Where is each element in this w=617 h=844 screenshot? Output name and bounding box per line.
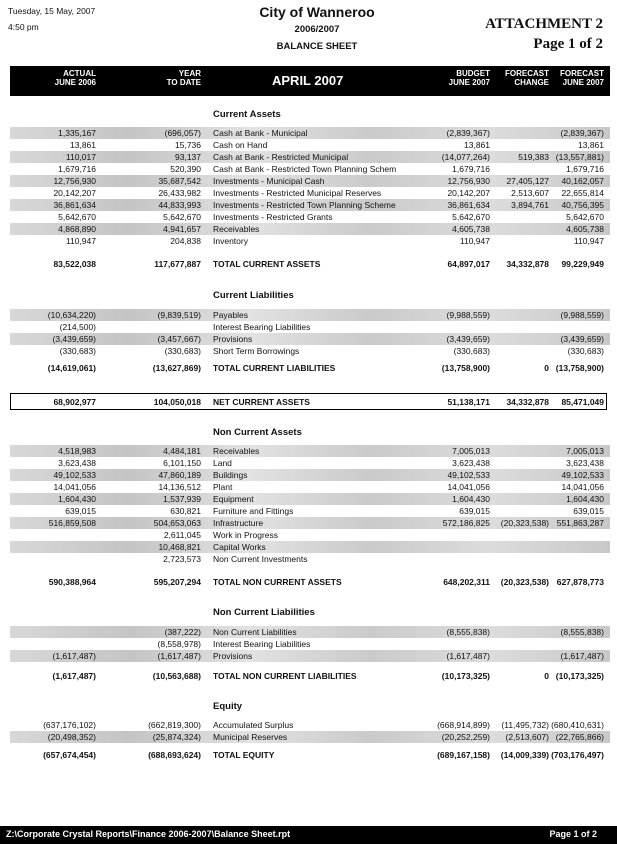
cell-forecast-june: 40,756,395 bbox=[561, 200, 604, 210]
cell-actual: 1,679,716 bbox=[58, 164, 96, 174]
section-title: Equity bbox=[213, 701, 243, 712]
cell-budget: 12,756,930 bbox=[447, 176, 490, 186]
cell-label: Plant bbox=[213, 482, 233, 492]
cell-actual: 110,947 bbox=[65, 236, 96, 246]
table-row bbox=[10, 223, 610, 235]
total-actual: (1,617,487) bbox=[52, 671, 96, 681]
cell-budget: (330,683) bbox=[453, 346, 490, 356]
page-label: Page 1 of 2 bbox=[533, 36, 603, 52]
total-label: TOTAL EQUITY bbox=[213, 750, 275, 760]
cell-label: Cash at Bank - Restricted Town Planning Schem bbox=[213, 164, 397, 174]
cell-label: Equipment bbox=[213, 494, 254, 504]
table-row bbox=[10, 457, 610, 469]
report-year: 2006/2007 bbox=[294, 24, 340, 35]
organisation-name: City of Wanneroo bbox=[259, 4, 375, 20]
table-row bbox=[10, 151, 610, 163]
cell-actual: 12,756,930 bbox=[53, 176, 96, 186]
cell-budget: 5,642,670 bbox=[452, 212, 490, 222]
total-forecast-change: (20,323,538) bbox=[500, 577, 549, 587]
col-forecast-change: FORECAST CHANGE bbox=[505, 69, 549, 87]
cell-label: Provisions bbox=[213, 334, 253, 344]
cell-label: Provisions bbox=[213, 651, 253, 661]
cell-ytd: 1,537,939 bbox=[163, 494, 201, 504]
table-row bbox=[10, 345, 610, 357]
cell-forecast-june: 40,162,057 bbox=[561, 176, 604, 186]
cell-budget: 49,102,533 bbox=[447, 470, 490, 480]
cell-actual: 110,017 bbox=[65, 152, 96, 162]
table-row bbox=[10, 469, 610, 481]
cell-budget: 639,015 bbox=[459, 506, 490, 516]
cell-forecast-change: (11,495,732) bbox=[501, 720, 549, 730]
total-forecast-june: 85,471,049 bbox=[561, 397, 604, 407]
cell-label: Interest Bearing Liabilities bbox=[213, 639, 311, 649]
cell-budget: (1,617,487) bbox=[446, 651, 490, 661]
cell-ytd: 520,390 bbox=[170, 164, 201, 174]
cell-forecast-june: 13,861 bbox=[578, 140, 604, 150]
total-label: NET CURRENT ASSETS bbox=[213, 397, 310, 407]
total-label: TOTAL NON CURRENT ASSETS bbox=[213, 577, 342, 587]
cell-budget: (668,914,899) bbox=[437, 720, 490, 730]
cell-ytd: 630,821 bbox=[170, 506, 201, 516]
cell-actual: 1,335,167 bbox=[58, 128, 96, 138]
cell-actual: (20,498,352) bbox=[47, 732, 96, 742]
cell-ytd: 35,687,542 bbox=[158, 176, 201, 186]
total-forecast-change: 34,332,878 bbox=[506, 397, 549, 407]
table-row bbox=[10, 163, 610, 175]
cell-forecast-june: 110,947 bbox=[573, 236, 604, 246]
table-row bbox=[10, 445, 610, 457]
cell-label: Furniture and Fittings bbox=[213, 506, 294, 516]
col-forecast-june: FORECAST JUNE 2007 bbox=[560, 69, 604, 87]
cell-label: Investments - Restricted Municipal Reserves bbox=[213, 188, 382, 198]
cell-actual: (3,439,659) bbox=[52, 334, 96, 344]
cell-actual: 20,142,207 bbox=[53, 188, 96, 198]
cell-budget: (20,252,259) bbox=[441, 732, 490, 742]
cell-actual: 49,102,533 bbox=[53, 470, 96, 480]
total-forecast-june: 627,878,773 bbox=[556, 577, 604, 587]
cell-actual: (637,176,102) bbox=[43, 720, 96, 730]
cell-actual: 516,859,508 bbox=[48, 518, 96, 528]
total-budget: 51,138,171 bbox=[447, 397, 490, 407]
total-forecast-june: (703,176,497) bbox=[551, 750, 604, 760]
cell-budget: 110,947 bbox=[459, 236, 490, 246]
cell-actual: (10,634,220) bbox=[47, 310, 96, 320]
cell-forecast-june: 14,041,056 bbox=[561, 482, 604, 492]
cell-ytd: 47,860,189 bbox=[158, 470, 201, 480]
table-row bbox=[10, 505, 610, 517]
total-budget: (13,758,900) bbox=[441, 363, 490, 373]
cell-ytd: 10,468,821 bbox=[158, 542, 201, 552]
cell-actual: (214,500) bbox=[59, 322, 96, 332]
col-month: APRIL 2007 bbox=[272, 73, 344, 88]
cell-label: Municipal Reserves bbox=[213, 732, 288, 742]
cell-ytd: (330,683) bbox=[164, 346, 201, 356]
cell-ytd: 44,833,993 bbox=[158, 200, 201, 210]
cell-budget: 20,142,207 bbox=[447, 188, 490, 198]
section-title: Current Liabilities bbox=[213, 290, 294, 301]
cell-forecast-change: 2,513,607 bbox=[511, 188, 549, 198]
attachment-label: ATTACHMENT 2 bbox=[485, 16, 603, 32]
cell-label: Receivables bbox=[213, 224, 260, 234]
table-row bbox=[10, 626, 610, 638]
cell-label: Non Current Investments bbox=[213, 554, 308, 564]
cell-ytd: (387,222) bbox=[164, 627, 201, 637]
cell-label: Cash on Hand bbox=[213, 140, 268, 150]
total-ytd: (10,563,688) bbox=[152, 671, 201, 681]
total-forecast-change: 0 bbox=[544, 363, 549, 373]
cell-forecast-june: (680,410,631) bbox=[551, 720, 604, 730]
total-forecast-change: (14,009,339) bbox=[500, 750, 549, 760]
cell-forecast-june: (8,555,838) bbox=[560, 627, 604, 637]
cell-actual: 13,861 bbox=[70, 140, 96, 150]
total-ytd: 117,677,887 bbox=[154, 259, 201, 269]
cell-label: Receivables bbox=[213, 446, 260, 456]
total-actual: 83,522,038 bbox=[53, 259, 96, 269]
total-ytd: (688,693,624) bbox=[148, 750, 201, 760]
table-row bbox=[10, 638, 610, 650]
total-forecast-june: 99,229,949 bbox=[561, 259, 604, 269]
cell-budget: 1,604,430 bbox=[452, 494, 490, 504]
table-row bbox=[10, 719, 610, 731]
cell-ytd: (8,558,978) bbox=[157, 639, 201, 649]
cell-forecast-change: 519,383 bbox=[518, 152, 549, 162]
cell-budget: 14,041,056 bbox=[447, 482, 490, 492]
footer-page: Page 1 of 2 bbox=[549, 829, 597, 839]
cell-forecast-change: (2,513,607) bbox=[505, 732, 549, 742]
cell-label: Investments - Municipal Cash bbox=[213, 176, 325, 186]
section-title: Non Current Liabilities bbox=[213, 607, 315, 618]
cell-budget: (9,988,559) bbox=[446, 310, 490, 320]
cell-label: Cash at Bank - Municipal bbox=[213, 128, 308, 138]
col-budget: BUDGET JUNE 2007 bbox=[448, 69, 490, 87]
table-row bbox=[10, 211, 610, 223]
table-row bbox=[10, 541, 610, 553]
cell-forecast-change: (20,323,538) bbox=[500, 518, 549, 528]
cell-budget: (2,839,367) bbox=[446, 128, 490, 138]
total-row bbox=[10, 576, 610, 588]
cell-label: Investments - Restricted Town Planning Scheme bbox=[213, 200, 396, 210]
total-actual: (14,619,061) bbox=[47, 363, 96, 373]
col-ytd: YEAR TO DATE bbox=[166, 69, 201, 87]
total-row bbox=[10, 362, 610, 374]
cell-actual: 4,868,890 bbox=[58, 224, 96, 234]
cell-forecast-june: (13,557,881) bbox=[555, 152, 604, 162]
total-actual: 68,902,977 bbox=[53, 397, 96, 407]
table-row bbox=[10, 199, 610, 211]
cell-budget: 3,623,438 bbox=[452, 458, 490, 468]
cell-ytd: 15,736 bbox=[175, 140, 201, 150]
table-row bbox=[10, 187, 610, 199]
cell-ytd: 14,136,512 bbox=[158, 482, 201, 492]
table-row bbox=[10, 235, 610, 247]
report-title: BALANCE SHEET bbox=[276, 41, 358, 52]
cell-ytd: 2,611,045 bbox=[163, 530, 201, 540]
cell-actual: 4,518,983 bbox=[58, 446, 96, 456]
cell-budget: (3,439,659) bbox=[446, 334, 490, 344]
total-ytd: 104,050,018 bbox=[153, 397, 201, 407]
table-row bbox=[10, 517, 610, 529]
cell-forecast-change: 3,894,761 bbox=[511, 200, 549, 210]
cell-budget: 572,186,825 bbox=[442, 518, 490, 528]
cell-forecast-june: 1,604,430 bbox=[566, 494, 604, 504]
cell-forecast-june: (3,439,659) bbox=[560, 334, 604, 344]
total-budget: 64,897,017 bbox=[447, 259, 490, 269]
cell-ytd: (9,839,519) bbox=[157, 310, 201, 320]
cell-label: Infrastructure bbox=[213, 518, 264, 528]
cell-label: Work in Progress bbox=[213, 530, 279, 540]
cell-actual: (330,683) bbox=[59, 346, 96, 356]
column-header-bar bbox=[10, 66, 610, 96]
total-actual: 590,388,964 bbox=[48, 577, 96, 587]
total-row bbox=[10, 670, 610, 682]
cell-forecast-june: 551,863,287 bbox=[556, 518, 604, 528]
table-row bbox=[10, 529, 610, 541]
col-actual: ACTUAL JUNE 2006 bbox=[54, 69, 96, 87]
cell-budget: 36,861,634 bbox=[447, 200, 490, 210]
cell-actual: 36,861,634 bbox=[53, 200, 96, 210]
print-time: 4:50 pm bbox=[8, 22, 39, 32]
section-title: Non Current Assets bbox=[213, 427, 302, 438]
total-forecast-june: (10,173,325) bbox=[555, 671, 604, 681]
cell-forecast-june: 639,015 bbox=[573, 506, 604, 516]
cell-budget: 13,861 bbox=[464, 140, 490, 150]
total-actual: (657,674,454) bbox=[43, 750, 96, 760]
cell-ytd: 5,642,670 bbox=[163, 212, 201, 222]
cell-forecast-june: (2,839,367) bbox=[560, 128, 604, 138]
cell-ytd: 93,137 bbox=[175, 152, 201, 162]
total-ytd: 595,207,294 bbox=[153, 577, 201, 587]
total-label: TOTAL NON CURRENT LIABILITIES bbox=[213, 671, 357, 681]
total-row bbox=[10, 258, 610, 270]
total-label: TOTAL CURRENT ASSETS bbox=[213, 259, 321, 269]
cell-actual: 5,642,670 bbox=[58, 212, 96, 222]
cell-ytd: 6,101,150 bbox=[163, 458, 201, 468]
table-row bbox=[10, 321, 610, 333]
cell-actual: (1,617,487) bbox=[52, 651, 96, 661]
cell-label: Land bbox=[213, 458, 232, 468]
total-ytd: (13,627,869) bbox=[152, 363, 201, 373]
total-forecast-change: 34,332,878 bbox=[506, 259, 549, 269]
cell-ytd: 204,838 bbox=[170, 236, 201, 246]
cell-label: Investments - Restricted Grants bbox=[213, 212, 333, 222]
total-forecast-june: (13,758,900) bbox=[555, 363, 604, 373]
table-row bbox=[10, 731, 610, 743]
cell-budget: 1,679,716 bbox=[452, 164, 490, 174]
cell-actual: 14,041,056 bbox=[53, 482, 96, 492]
total-budget: (10,173,325) bbox=[441, 671, 490, 681]
cell-label: Inventory bbox=[213, 236, 248, 246]
cell-actual: 3,623,438 bbox=[58, 458, 96, 468]
cell-ytd: 504,653,063 bbox=[153, 518, 201, 528]
total-budget: (689,167,158) bbox=[437, 750, 490, 760]
cell-forecast-june: (1,617,487) bbox=[560, 651, 604, 661]
cell-forecast-june: 4,605,738 bbox=[566, 224, 604, 234]
table-row bbox=[10, 553, 610, 565]
table-row bbox=[10, 333, 610, 345]
cell-forecast-june: (330,683) bbox=[567, 346, 604, 356]
cell-forecast-june: 3,623,438 bbox=[566, 458, 604, 468]
cell-budget: 7,005,013 bbox=[452, 446, 490, 456]
cell-label: Capital Works bbox=[213, 542, 266, 552]
total-row bbox=[10, 396, 610, 408]
cell-forecast-change: 27,405,127 bbox=[506, 176, 549, 186]
cell-forecast-june: 7,005,013 bbox=[566, 446, 604, 456]
table-row bbox=[10, 481, 610, 493]
total-row bbox=[10, 749, 610, 761]
report-path: Z:\Corporate Crystal Reports\Finance 2006-2007\Balance Sheet.rpt bbox=[6, 829, 291, 839]
cell-label: Buildings bbox=[213, 470, 248, 480]
total-label: TOTAL CURRENT LIABILITIES bbox=[213, 363, 336, 373]
cell-forecast-june: 49,102,533 bbox=[561, 470, 604, 480]
cell-label: Cash at Bank - Restricted Municipal bbox=[213, 152, 349, 162]
cell-budget: (14,077,264) bbox=[441, 152, 490, 162]
print-date: Tuesday, 15 May, 2007 bbox=[8, 6, 96, 16]
cell-label: Payables bbox=[213, 310, 248, 320]
cell-actual: 1,604,430 bbox=[58, 494, 96, 504]
cell-forecast-june: (22,765,866) bbox=[555, 732, 604, 742]
table-row bbox=[10, 127, 610, 139]
cell-ytd: (3,457,667) bbox=[157, 334, 201, 344]
cell-budget: 4,605,738 bbox=[452, 224, 490, 234]
cell-forecast-june: 22,655,814 bbox=[561, 188, 604, 198]
cell-forecast-june: 1,679,716 bbox=[566, 164, 604, 174]
table-row bbox=[10, 139, 610, 151]
table-row bbox=[10, 493, 610, 505]
table-row bbox=[10, 309, 610, 321]
table-row bbox=[10, 650, 610, 662]
total-forecast-change: 0 bbox=[544, 671, 549, 681]
cell-forecast-june: (9,988,559) bbox=[560, 310, 604, 320]
section-title: Current Assets bbox=[213, 109, 281, 120]
cell-ytd: 4,941,657 bbox=[163, 224, 201, 234]
total-budget: 648,202,311 bbox=[443, 577, 490, 587]
cell-label: Non Current Liabilities bbox=[213, 627, 297, 637]
cell-label: Interest Bearing Liabilities bbox=[213, 322, 311, 332]
footer-bar bbox=[0, 826, 617, 844]
cell-ytd: 26,433,982 bbox=[158, 188, 201, 198]
cell-forecast-june: 5,642,670 bbox=[566, 212, 604, 222]
cell-label: Accumulated Surplus bbox=[213, 720, 294, 730]
table-row bbox=[10, 175, 610, 187]
cell-ytd: (662,819,300) bbox=[148, 720, 201, 730]
cell-ytd: (696,057) bbox=[164, 128, 201, 138]
cell-budget: (8,555,838) bbox=[446, 627, 490, 637]
cell-ytd: (1,617,487) bbox=[157, 651, 201, 661]
cell-ytd: 2,723,573 bbox=[163, 554, 201, 564]
cell-label: Short Term Borrowings bbox=[213, 346, 300, 356]
cell-actual: 639,015 bbox=[65, 506, 96, 516]
cell-ytd: (25,874,324) bbox=[152, 732, 201, 742]
cell-ytd: 4,484,181 bbox=[163, 446, 201, 456]
